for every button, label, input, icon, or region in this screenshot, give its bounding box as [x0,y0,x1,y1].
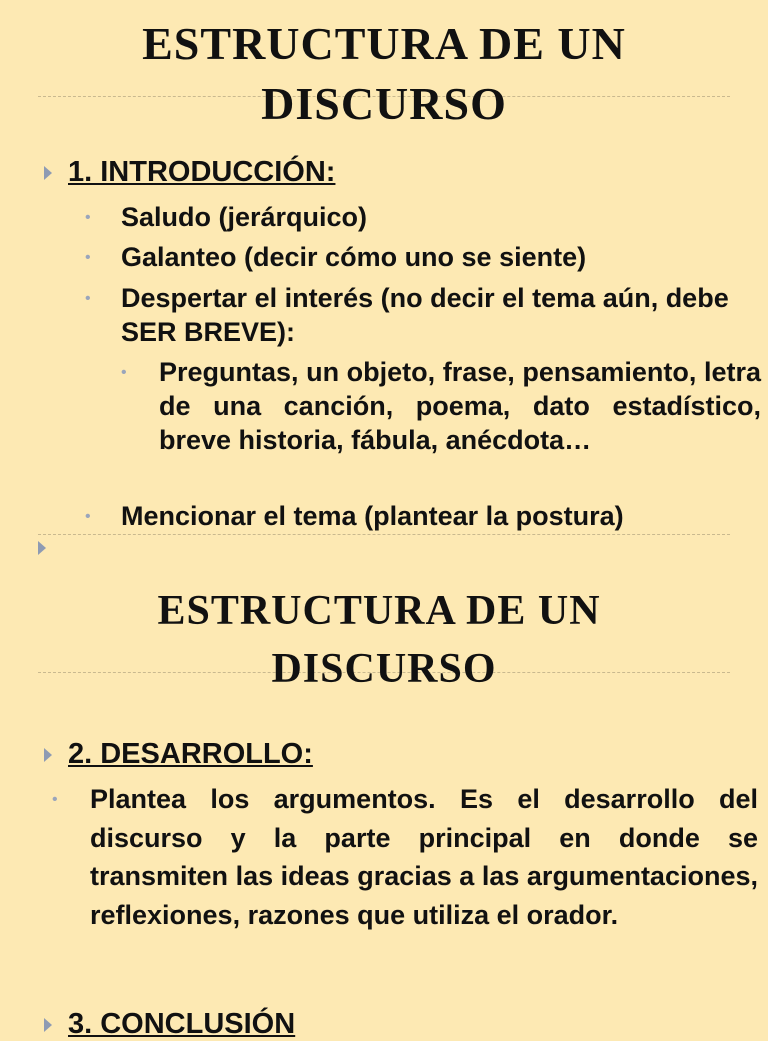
heading-text: 1. INTRODUCCIÓN: [68,156,336,188]
bullet-dot-icon: • [85,290,91,307]
section-heading [44,738,313,771]
slide-divider [38,534,730,535]
heading-text: 3. CONCLUSIÓN [68,1008,296,1040]
title-line-1: ESTRUCTURA DE UN [157,588,601,634]
bullet-dot-icon: • [85,249,91,266]
arrow-bullet-icon [38,541,46,555]
bullet-dot-icon: • [52,791,58,808]
list-item [85,240,741,274]
arrow-bullet-icon [44,1018,52,1032]
slide-title [0,582,768,698]
title-line-2: DISCURSO [271,646,497,692]
bullet-dot-icon: • [85,508,91,525]
bullet-dot-icon: • [121,364,127,381]
list-item [85,200,741,234]
section-heading [44,156,335,189]
list-item-text: Plantea los argumentos. Es el desarrollo del discurso y la parte principal en donde se transmiten las ideas gracias a las argumentaciones, reflexiones, razones que utiliza el orador. [90,784,758,930]
title-line-2: DISCURSO [261,78,507,129]
heading-text: 2. DESARROLLO: [68,738,313,770]
section-heading-partial [44,1008,295,1041]
title-line-1: ESTRUCTURA DE UN [142,18,626,69]
bullet-dot-icon: • [85,209,91,226]
arrow-bullet-icon [44,748,52,762]
list-item [85,499,761,533]
list-item [52,780,758,934]
slide-title [0,0,768,134]
sub-list-item-text: Preguntas, un objeto, frase, pensamiento, letra de una canción, poema, dato estadístico, breve historia, fábula, anécdota… [159,357,761,455]
arrow-bullet-icon [44,166,52,180]
list-item [85,281,761,349]
sub-list-item [121,355,761,457]
list-item-text: Saludo (jerárquico) [121,202,368,232]
list-item-text: Mencionar el tema (plantear la postura) [121,501,624,531]
list-item-text: Despertar el interés (no decir el tema aún, debe SER BREVE): [121,283,729,347]
list-item-text: Galanteo (decir cómo uno se siente) [121,242,587,272]
